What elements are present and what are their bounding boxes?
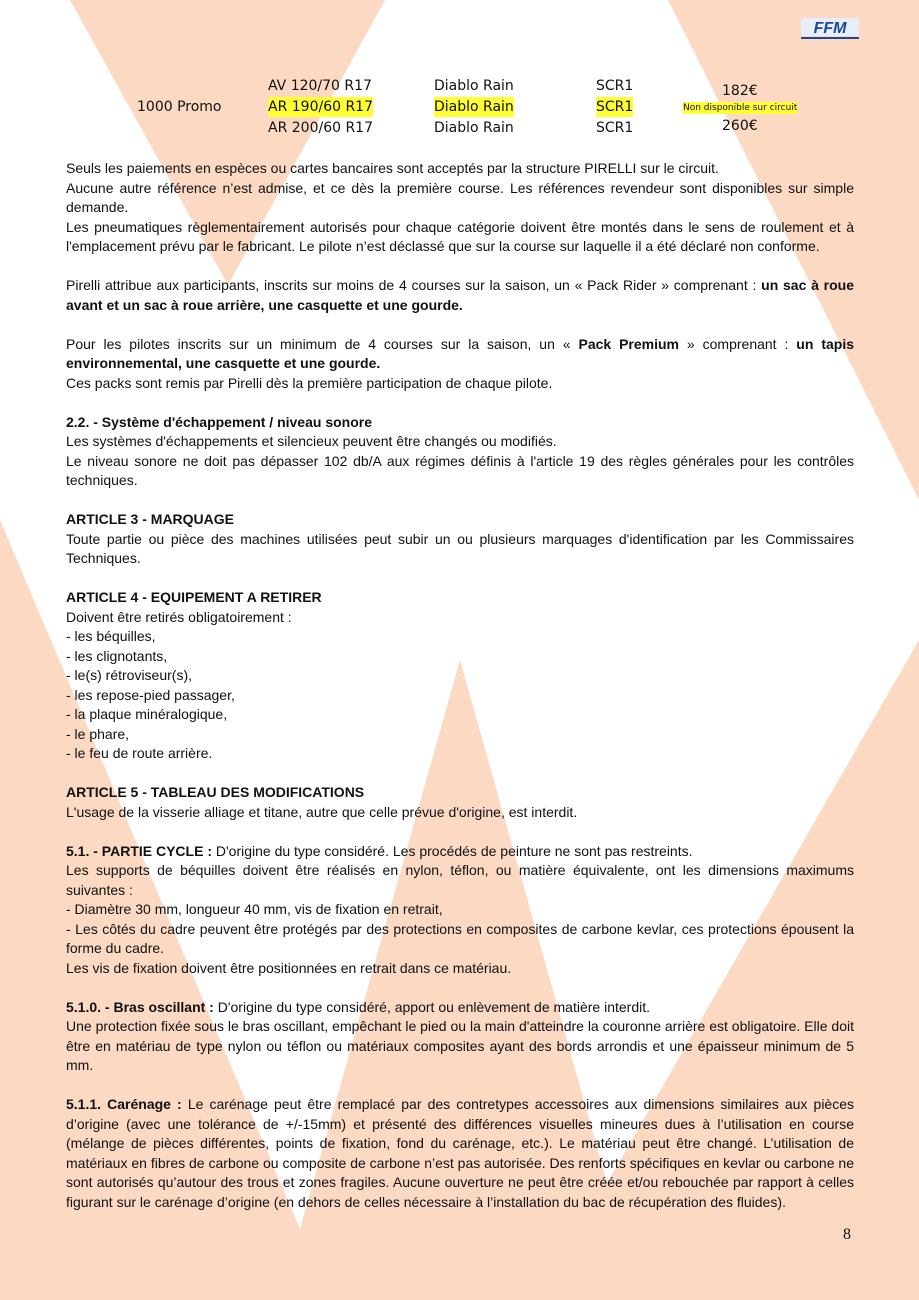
tire-size: AV 120/70 R17	[268, 78, 372, 94]
tire-model: Diablo Rain	[434, 120, 514, 136]
paragraph: Les vis de fixation doivent être positionnées en retrait dans ce matériau.	[66, 959, 512, 976]
list-item: - les repose-pied passager,	[66, 686, 235, 703]
list-item: - le phare,	[66, 725, 130, 742]
tire-model: Diablo Rain	[434, 78, 514, 94]
list-item: - les clignotants,	[66, 647, 168, 664]
category-label: 1000 Promo	[137, 99, 222, 115]
paragraph: Les pneumatiques règlementairement autorisés pour chaque catégorie doivent être montés dans le sens de roulement et à l'emplacement prévu par le fabricant. Le pilote n’est déclassé que sur la course sur laquelle il a été déclaré non conforme.	[66, 218, 854, 254]
list-item: - la plaque minéralogique,	[66, 706, 228, 722]
paragraph: - Diamètre 30 mm, longueur 40 mm, vis de fixation en retrait,	[66, 901, 443, 917]
paragraph: Seuls les paiements en espèces ou cartes bancaires sont acceptés par la structure PIRELLI sur le circuit.	[66, 160, 719, 176]
tire-model: Diablo Rain	[434, 99, 514, 115]
tire-size: AR 200/60 R17	[268, 120, 373, 136]
paragraph: 5.1.1. Carénage : Le carénage peut être remplacé par des contretypes accessoires aux dimensions similaires aux pièces d’origine (avec une tolérance de +/-15mm) et présenté des différences visuelles mineures dues à l’utilisation en course (mélange de pièces différentes, points de fixation, fond du carénage, etc.). Le matériau peut être changé. L’utilisation de matériaux en fibres de carbone ou composite de carbone n’est pas autorisée. Des renforts spécifiques en kevlar ou carbone ne sont autorisés qu’autour des trous et zones fragiles. Aucune ouverture ne peut être créée et/ou rebouchée par rapport à celles figurant sur le carénage d’origine (en dehors de celles nécessaire à l’installation du bac de récupération des fluides).	[66, 1096, 854, 1210]
paragraph: Toute partie ou pièce des machines utilisées peut subir un ou plusieurs marquages d'identification par les Commissaires Techniques.	[66, 530, 854, 566]
document-body	[66, 159, 854, 1212]
tire-compound: SCR1	[596, 78, 634, 94]
paragraph: Aucune autre référence n’est admise, et ce dès la première course. Les références revendeur sont disponibles sur simple demande.	[66, 179, 854, 215]
list-item: - les béquilles,	[66, 628, 156, 644]
page-number: 8	[843, 1226, 851, 1243]
paragraph: L'usage de la visserie alliage et titane, autre que celle prévue d'origine, est interdit.	[66, 803, 578, 820]
paragraph: Les systèmes d'échappements et silencieux peuvent être changés ou modifiés.	[66, 433, 557, 449]
paragraph: Une protection fixée sous le bras oscillant, empêchant le pied ou la main d'atteindre la couronne arrière est obligatoire. Elle doit être en matériau de type nylon ou téflon ou matériaux composites ayant des bords arrondis et une épaisseur minimum de 5 mm.	[66, 1018, 854, 1073]
paragraph: 5.1. - PARTIE CYCLE : D'origine du type considéré. Les procédés de peinture ne sont pas restreints.	[66, 842, 693, 859]
paragraph: Ces packs sont remis par Pirelli dès la première participation de chaque pilote.	[66, 374, 553, 391]
paragraph: Pour les pilotes inscrits sur un minimum de 4 courses sur la saison, un « Pack Premium » comprenant : un tapis environnemental, une casquette et une gourde.	[66, 335, 854, 371]
price: 260€	[722, 118, 758, 134]
tire-compound: SCR1	[596, 99, 634, 115]
tire-compound: SCR1	[596, 120, 634, 136]
paragraph: Pirelli attribue aux participants, inscrits sur moins de 4 courses sur la saison, un « Pack Rider » comprenant : un sac à roue avant et un sac à roue arrière, une casquette et une gourde.	[66, 277, 855, 313]
paragraph: - Les côtés du cadre peuvent être protégés par des protections en composites de carbone kevlar, ces protections épousent la forme du cadre.	[66, 920, 854, 956]
list-item: - le(s) rétroviseur(s),	[66, 667, 193, 683]
ffm-logo	[797, 16, 863, 42]
section-heading: ARTICLE 4 - EQUIPEMENT A RETIRER	[66, 589, 322, 605]
logo-text: FFM	[813, 20, 847, 37]
list-item: - le feu de route arrière.	[66, 745, 213, 761]
tire-size: AR 190/60 R17	[268, 99, 373, 115]
paragraph: Les supports de béquilles doivent être réalisés en nylon, téflon, ou matière équivalente, ont les dimensions maximums suivantes :	[66, 862, 854, 898]
section-heading: ARTICLE 3 - MARQUAGE	[66, 511, 234, 527]
tire-table	[0, 76, 919, 140]
paragraph: Doivent être retirés obligatoirement :	[66, 608, 292, 625]
equipment-list	[66, 627, 854, 764]
section-heading: 2.2. - Système d'échappement / niveau sonore	[66, 413, 372, 430]
section-heading: ARTICLE 5 - TABLEAU DES MODIFICATIONS	[66, 784, 365, 800]
price: 182€	[722, 83, 758, 99]
paragraph: Le niveau sonore ne doit pas dépasser 102 db/A aux régimes définis à l'article 19 des règles générales pour les contrôles techniques.	[66, 452, 854, 488]
paragraph: 5.1.0. - Bras oscillant : D'origine du type considéré, apport ou enlèvement de matière interdit.	[66, 998, 650, 1015]
availability-note: Non disponible sur circuit	[683, 103, 798, 113]
